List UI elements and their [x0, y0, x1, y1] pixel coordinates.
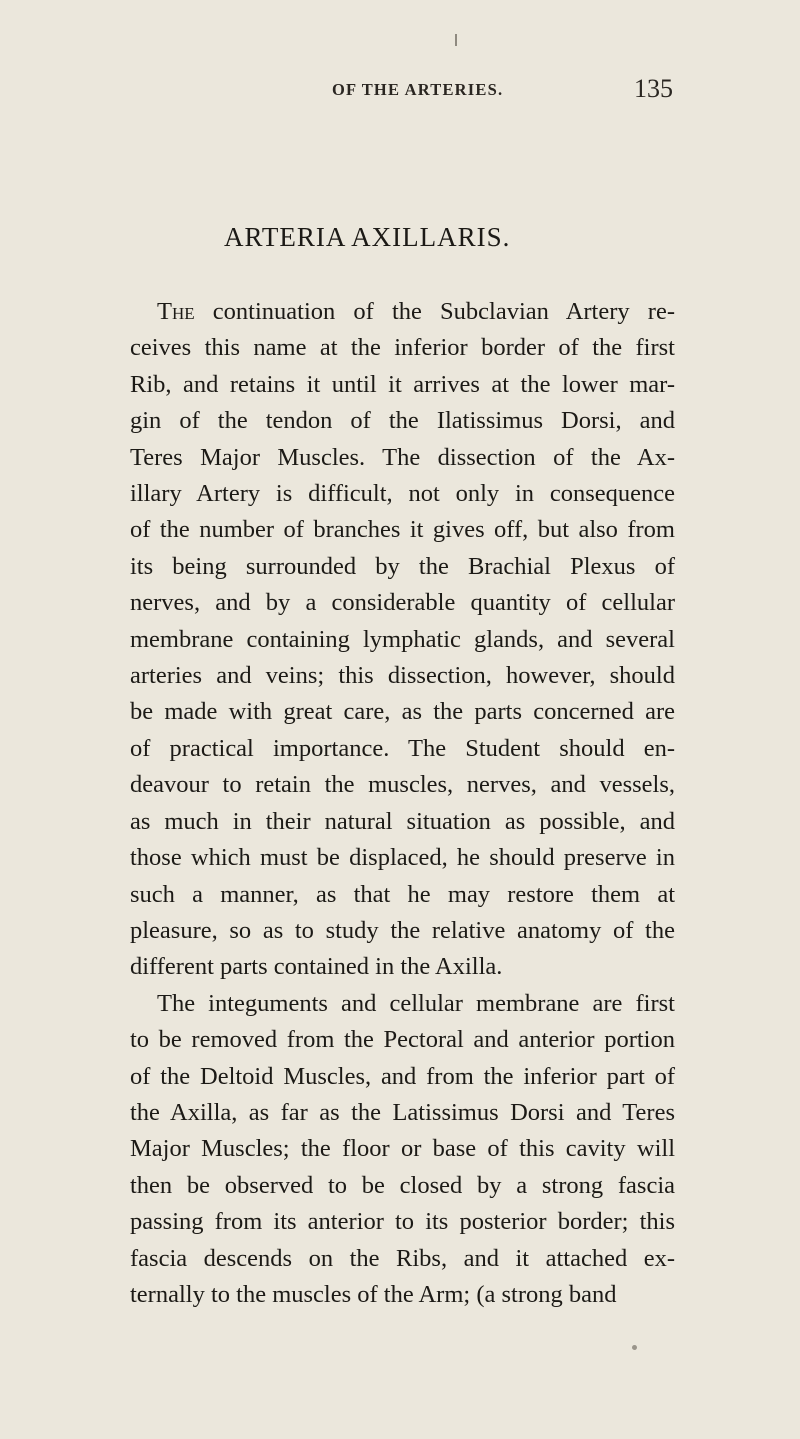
text-line: of the number of branches it gives off, but also from: [130, 516, 675, 544]
text-line: The integuments and cellular membrane are first: [157, 989, 675, 1017]
text-line: nerves, and by a considerable quantity of cellular: [130, 589, 675, 617]
text-line: as much in their natural situation as possible, and: [130, 807, 675, 835]
text-line: [130, 294, 675, 330]
text-line: of the Deltoid Muscles, and from the inferior part of: [130, 1062, 675, 1090]
text-line: passing from its anterior to its posterior border; this: [130, 1208, 675, 1236]
text-line: those which must be displaced, he should preserve in: [130, 844, 675, 872]
running-head: [0, 74, 800, 110]
text-line: be made with great care, as the parts concerned are: [130, 698, 675, 726]
paragraph-lead-word: The: [157, 298, 195, 325]
page-mark: [455, 34, 457, 46]
text-line: pleasure, so as to study the relative anatomy of the: [130, 916, 675, 944]
text-line: gin of the tendon of the Ilatissimus Dorsi, and: [130, 407, 675, 435]
text-line: illary Artery is difficult, not only in consequence: [130, 480, 675, 508]
text-line: ceives this name at the inferior border of the first: [130, 334, 675, 362]
page-mark: [632, 1345, 637, 1350]
text-line: its being surrounded by the Brachial Plexus of: [130, 552, 675, 580]
text-line: to be removed from the Pectoral and anterior portion: [130, 1026, 675, 1054]
page-number: 135: [634, 74, 673, 103]
text-line: then be observed to be closed by a strong fascia: [130, 1171, 675, 1199]
text-line: the Axilla, as far as the Latissimus Dorsi and Teres: [130, 1098, 675, 1126]
text-line: membrane containing lymphatic glands, and several: [130, 625, 675, 653]
text-line: Teres Major Muscles. The dissection of the Ax-: [130, 443, 675, 471]
text-line: Rib, and retains it until it arrives at the lower mar-: [130, 370, 675, 398]
text-line: arteries and veins; this dissection, however, should: [130, 662, 675, 690]
text-line: of practical importance. The Student should en-: [130, 734, 675, 762]
text-line: deavour to retain the muscles, nerves, and vessels,: [130, 771, 675, 799]
text-line: such a manner, as that he may restore them at: [130, 880, 675, 908]
text-line: Major Muscles; the floor or base of this cavity will: [130, 1135, 675, 1163]
text-line: ternally to the muscles of the Arm; (a strong band: [130, 1280, 617, 1308]
body-text: [130, 294, 675, 1313]
text-line: different parts contained in the Axilla.: [130, 953, 503, 981]
running-title: OF THE ARTERIES.: [332, 80, 504, 99]
text-line: fascia descends on the Ribs, and it attached ex-: [130, 1244, 675, 1272]
section-heading: ARTERIA AXILLARIS.: [224, 222, 511, 252]
text-line-content: continuation of the Subclavian Artery re-: [194, 298, 675, 325]
